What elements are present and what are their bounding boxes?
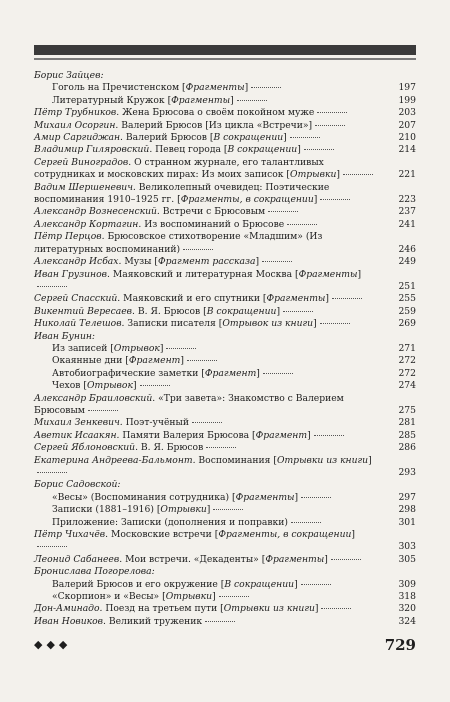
toc-entry: Сергей Спасский. Маяковский и его спутники [Фрагменты] 255 bbox=[34, 293, 416, 305]
page-ref: 259 bbox=[398, 305, 416, 317]
toc-entry: Александр Исбах. Музы [Фрагмент рассказа] 249 bbox=[34, 256, 416, 268]
page-ref: 223 bbox=[398, 194, 416, 206]
page-ref: 255 bbox=[398, 293, 416, 305]
section-author: Борис Садовской: bbox=[34, 479, 121, 491]
page-ref: 249 bbox=[398, 256, 416, 268]
toc-entry: Владимир Гиляровский. Певец города [В сокращении] 214 bbox=[34, 144, 416, 156]
page-ref: 285 bbox=[398, 429, 416, 441]
page-ref: 297 bbox=[398, 491, 416, 503]
toc-entry: Окаянные дни [Фрагмент] 272 bbox=[52, 355, 416, 367]
table-of-contents bbox=[34, 70, 416, 628]
page-ref: 251 bbox=[398, 280, 416, 292]
section-author: Борис Зайцев: bbox=[34, 70, 104, 81]
toc-entry: Вадим Шершеневич. Великолепный очевидец: Поэтические воспоминания 1910–1925 гг. [Фрагменты, в сокращении] 223 bbox=[34, 181, 416, 206]
toc-entry: Александр Вознесенский. Встречи с Брюсовым 237 bbox=[34, 206, 416, 218]
page-ref: 271 bbox=[398, 342, 416, 354]
page-footer bbox=[34, 636, 416, 656]
toc-entry: Записки (1881–1916) [Отрывки] 298 bbox=[52, 504, 416, 516]
page-ref: 272 bbox=[398, 367, 416, 379]
diamond-ornament-icon: ◆◆◆ bbox=[34, 638, 72, 651]
toc-entry: «Весы» (Воспоминания сотрудника) [Фрагменты] 297 bbox=[52, 491, 416, 503]
page-ref: 293 bbox=[398, 467, 416, 478]
page-ref: 286 bbox=[398, 442, 416, 454]
toc-entry: Дон-Аминадо. Поезд на третьем пути [Отрывки из книги] 320 bbox=[34, 603, 416, 615]
toc-entry: Приложение: Записки (дополнения и поправки) 301 bbox=[52, 516, 416, 528]
toc-entry: Александр Кортагин. Из воспоминаний о Брюсове 241 bbox=[34, 218, 416, 230]
toc-entry: Сергей Виноградов. О странном журнале, его талантливых сотрудниках и московских пирах: Из моих записок [Отрывки] 221 bbox=[34, 156, 416, 181]
toc-entry: Пётр Чихачёв. Московские встречи [Фрагменты, в сокращении] 303 bbox=[34, 529, 416, 553]
toc-entry: Леонид Сабанеев. Мои встречи. «Декаденты» [Фрагменты] 305 bbox=[34, 553, 416, 565]
toc-entry: Литературный Кружок [Фрагменты] 199 bbox=[52, 94, 416, 106]
page-ref: 275 bbox=[398, 404, 416, 416]
page-ref: 320 bbox=[398, 603, 416, 615]
toc-entry: Александр Браиловский. «Три завета»: Знакомство с Валерием Брюсовым 275 bbox=[34, 392, 416, 416]
toc-entry: Михаил Осоргин. Валерий Брюсов [Из цикла «Встречи»] 207 bbox=[34, 119, 416, 131]
toc-entry: Гоголь на Пречистенском [Фрагменты] 197 bbox=[52, 82, 416, 94]
toc-entry: Пётр Перцов. Брюсовское стихотворение «Младшим» (Из литературных воспоминаний) 246 bbox=[34, 231, 416, 255]
page-ref: 324 bbox=[398, 615, 416, 627]
toc-entry: Валерий Брюсов и его окружение [В сокращении] 309 bbox=[52, 578, 416, 590]
toc-entry: Чехов [Отрывок] 274 bbox=[52, 380, 416, 392]
toc-entry: Аветик Исаакян. Памяти Валерия Брюсова [Фрагмент] 285 bbox=[34, 429, 416, 441]
header-rule-thin bbox=[34, 58, 416, 60]
page-ref: 203 bbox=[398, 107, 416, 119]
page-ref: 237 bbox=[398, 206, 416, 218]
page-ref: 214 bbox=[398, 144, 416, 156]
page-ref: 301 bbox=[398, 516, 416, 528]
page-ref: 207 bbox=[398, 119, 416, 131]
section-author: Иван Бунин: bbox=[34, 330, 96, 342]
toc-entry: «Скорпион» и «Весы» [Отрывки] 318 bbox=[52, 591, 416, 603]
page-number: 729 bbox=[384, 636, 416, 654]
page-ref: 221 bbox=[398, 169, 416, 181]
page-ref: 318 bbox=[398, 591, 416, 603]
page-ref: 303 bbox=[398, 541, 416, 553]
page-ref: 281 bbox=[398, 417, 416, 429]
page-ref: 246 bbox=[398, 243, 416, 255]
page-ref: 274 bbox=[398, 380, 416, 392]
page-ref: 241 bbox=[398, 218, 416, 230]
page-ref: 210 bbox=[398, 132, 416, 144]
toc-entry: Михаил Зенкевич. Поэт-учёный 281 bbox=[34, 417, 416, 429]
page-ref: 199 bbox=[398, 94, 416, 106]
page-ref: 305 bbox=[398, 553, 416, 565]
section-author: Бронислава Погорелова: bbox=[34, 566, 155, 578]
toc-entry: Иван Грузинов. Маяковский и литературная Москва [Фрагменты] 251 bbox=[34, 268, 416, 292]
toc-entry: Викентий Вересаев. В. Я. Брюсов [В сокращении] 259 bbox=[34, 305, 416, 317]
toc-entry: Иван Новиков. Великий труженик 324 bbox=[34, 615, 416, 627]
header-rule-thick bbox=[34, 45, 416, 55]
toc-entry: Из записей [Отрывок] 271 bbox=[52, 342, 416, 354]
toc-entry: Сергей Яблоновский. В. Я. Брюсов 286 bbox=[34, 442, 416, 454]
toc-entry: Амир Саргиджан. Валерий Брюсов [В сокращении] 210 bbox=[34, 132, 416, 144]
toc-entry: Автобиографические заметки [Фрагмент] 272 bbox=[52, 367, 416, 379]
toc-entry: Екатерина Андреева-Бальмонт. Воспоминания [Отрывки из книги] 293 bbox=[34, 454, 416, 478]
page-ref: 269 bbox=[398, 318, 416, 330]
page-ref: 197 bbox=[398, 82, 416, 94]
toc-entry: Николай Телешов. Записки писателя [Отрывок из книги] 269 bbox=[34, 318, 416, 330]
page-ref: 309 bbox=[398, 578, 416, 590]
page-ref: 272 bbox=[398, 355, 416, 367]
page-ref: 298 bbox=[398, 504, 416, 516]
toc-entry: Пётр Трубников. Жена Брюсова о своём покойном муже 203 bbox=[34, 107, 416, 119]
